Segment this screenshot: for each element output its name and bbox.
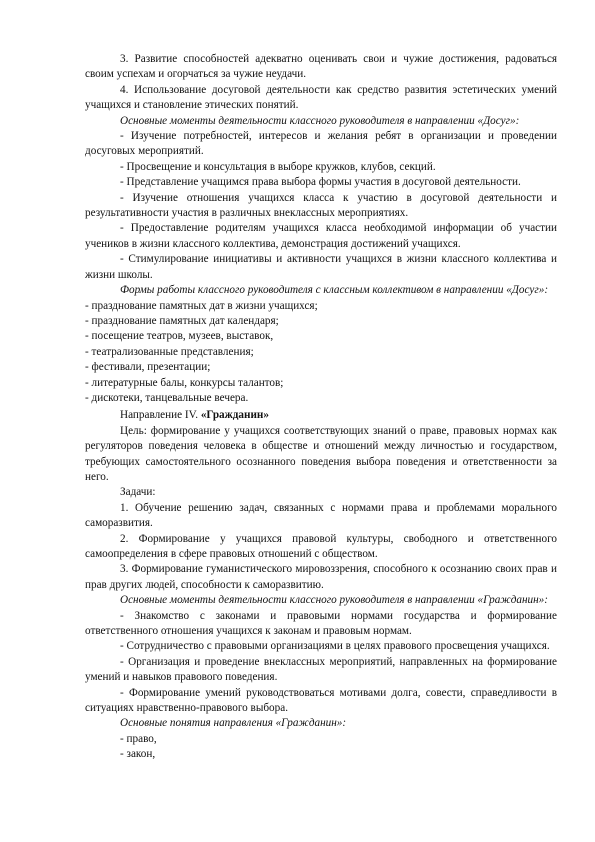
list-item: - фестивали, презентации; <box>85 361 211 374</box>
list-item: - Изучение потребностей, интересов и желания ребят в организации и проведении досуговых мероприятий. <box>85 130 557 158</box>
list-item: - Стимулирование инициативы и активности учащихся в жизни классного коллектива и жизни школы. <box>85 253 557 281</box>
section-heading-citizen-moments: Основные моменты деятельности классного руководителя в направлении «Гражданин»: <box>120 594 548 607</box>
document-page <box>85 52 557 763</box>
list-item: - Предоставление родителям учащихся класса необходимой информации об участии учеников в жизни классного коллектива, демонстрация достижений учащихся. <box>85 222 557 250</box>
list-item: - Организация и проведение внеклассных мероприятий, направленных на формирование умений и навыков правового поведения. <box>85 655 557 684</box>
list-item: - празднование памятных дат календаря; <box>85 314 279 327</box>
list-item: - литературные балы, конкурсы талантов; <box>85 376 284 389</box>
list-item: - Сотрудничество с правовыми организациями в целях правового просвещения учащихся. <box>120 640 550 653</box>
list-item: - Знакомство с законами и правовыми нормами государства и формирование ответственного отношения учащихся к законам и правовым нормам. <box>85 609 557 638</box>
list-item: - закон, <box>120 748 156 761</box>
section-heading-citizen-concepts: Основные понятия направления «Гражданин»: <box>120 717 347 730</box>
task-3-citizen-paragraph: 3. Формирование гуманистического мировоззрения, способного к осознанию своих прав и прав других людей, способности к саморазвитию. <box>85 563 557 591</box>
direction-number: Направление IV. <box>120 409 199 422</box>
list-item: - Формирование умений руководствоваться мотивами долга, совести, справедливости в ситуациях нравственно-правового выбора. <box>85 686 557 715</box>
list-item: - дискотеки, танцевальные вечера. <box>85 391 249 404</box>
tasks-label: Задачи: <box>120 486 156 499</box>
section-heading-dosug-forms: Формы работы классного руководителя с классным коллективом в направлении «Досуг»: <box>120 284 549 297</box>
section-heading-dosug-moments: Основные моменты деятельности классного руководителя в направлении «Досуг»: <box>120 114 520 127</box>
goal-paragraph: Цель: формирование у учащихся соответствующих знаний о праве, правовых нормах как регуляторов поведения человека в обществе и отношений между личностью и государством, требующих самостоятельного осознанного поведения выбора поведения и ответственности за него. <box>85 424 557 483</box>
task-1-paragraph: 1. Обучение решению задач, связанных с нормами права и проблемами морального саморазвития. <box>85 501 557 530</box>
direction-title: «Гражданин» <box>200 409 269 422</box>
list-item: - Представление учащимся права выбора формы участия в досуговой деятельности. <box>120 176 521 189</box>
task-4-paragraph: 4. Использование досуговой деятельности как средство развития эстетических умений учащихся и становление этических понятий. <box>85 83 557 112</box>
task-2-paragraph: 2. Формирование у учащихся правовой культуры, свободного и ответственного самоопределения в сфере правовых отношений с обществом. <box>85 532 557 560</box>
direction-heading <box>85 408 557 423</box>
list-item: - право, <box>120 732 157 745</box>
list-item: - празднование памятных дат в жизни учащихся; <box>85 299 318 312</box>
list-item: - посещение театров, музеев, выставок, <box>85 330 274 343</box>
task-3-paragraph: 3. Развитие способностей адекватно оценивать свои и чужие достижения, радоваться своим успехам и огорчаться за чужие неудачи. <box>85 53 557 81</box>
list-item: - Просвещение и консультация в выборе кружков, клубов, секций. <box>120 160 436 173</box>
list-item: - Изучение отношения учащихся класса к участию в досуговой деятельности и результативности участия в различных внеклассных мероприятиях. <box>85 191 557 220</box>
list-item: - театрализованные представления; <box>85 345 254 358</box>
